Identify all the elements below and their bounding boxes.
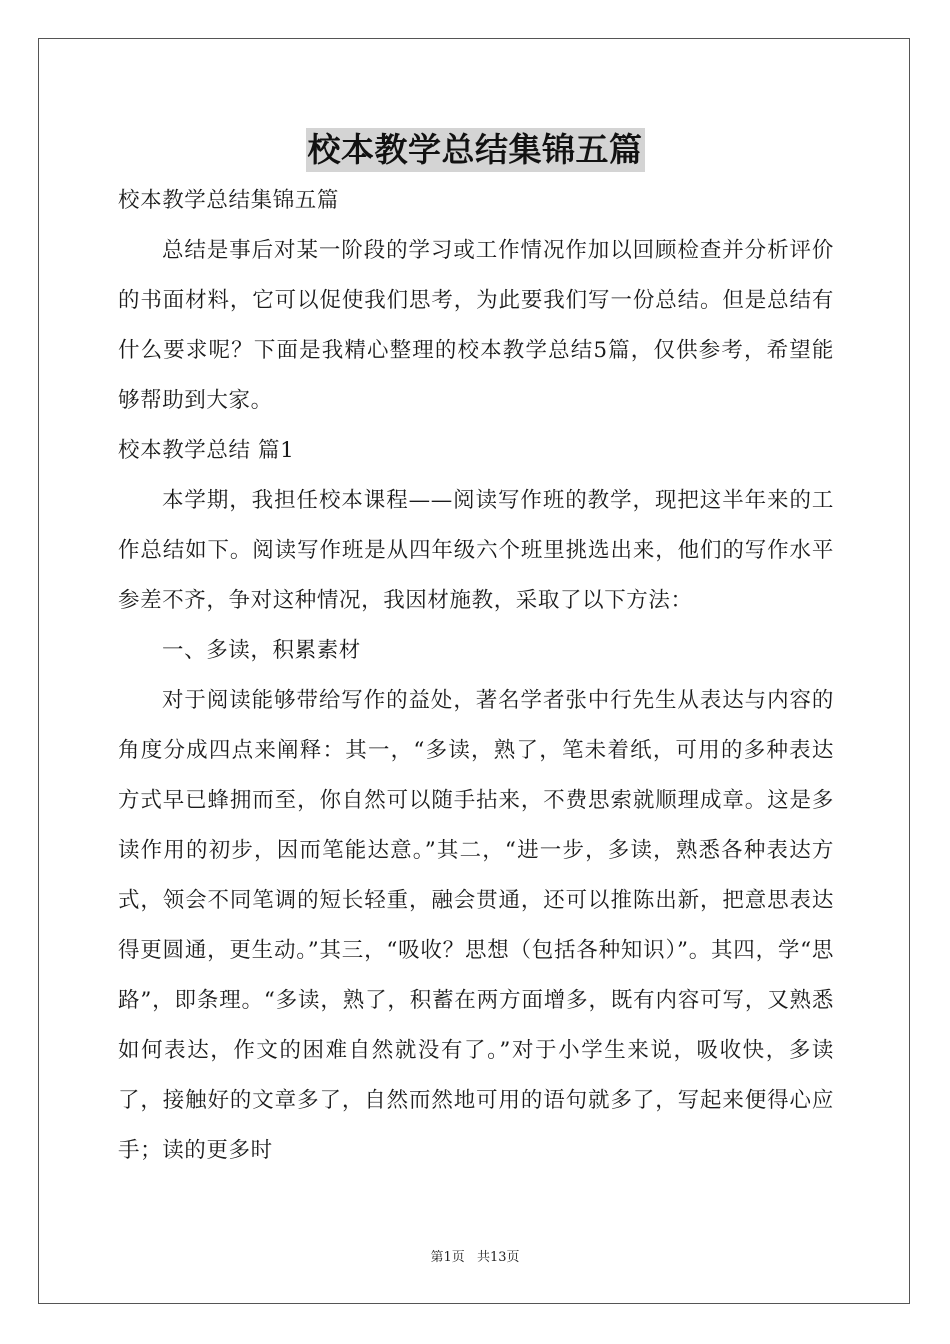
page-footer [0, 1246, 950, 1265]
intro-paragraph: 总结是事后对某一阶段的学习或工作情况作加以回顾检查并分析评价的书面材料，它可以促使我们思考，为此要我们写一份总结。但是总结有什么要求呢？下面是我精心整理的校本教学总结5篇，仅供参考，希望能够帮助到大家。 [118, 238, 834, 413]
document-body [118, 176, 834, 1176]
page-number: 第1页 [430, 1250, 465, 1265]
section-heading: 校本教学总结 篇1 [118, 438, 295, 463]
body-paragraph: 本学期，我担任校本课程——阅读写作班的教学，现把这半年来的工作总结如下。阅读写作班是从四年级六个班里挑选出来，他们的写作水平参差不齐，争对这种情况，我因材施教，采取了以下方法： [118, 488, 834, 613]
title-container [0, 128, 950, 172]
total-pages: 共13页 [476, 1250, 520, 1265]
subtitle-line: 校本教学总结集锦五篇 [118, 188, 340, 213]
body-paragraph: 对于阅读能够带给写作的益处，著名学者张中行先生从表达与内容的角度分成四点来阐释：其一，“多读，熟了，笔未着纸，可用的多种表达方式早已蜂拥而至，你自然可以随手拈来，不费思索就顺理成章。这是多读作用的初步，因而笔能达意。”其二，“进一步，多读，熟悉各种表达方式，领会不同笔调的短长轻重，融会贯通，还可以推陈出新，把意思表达得更圆通，更生动。”其三，“吸收？思想（包括各种知识）”。其四，学“思路”，即条理。“多读，熟了，积蓄在两方面增多，既有内容可写，又熟悉如何表达，作文的困难自然就没有了。”对于小学生来说，吸收快，多读了，接触好的文章多了，自然而然地可用的语句就多了，写起来便得心应手；读的更多时 [118, 688, 835, 1163]
subsection-heading: 一、多读，积累素材 [162, 638, 361, 663]
document-title: 校本教学总结集锦五篇 [306, 128, 645, 172]
